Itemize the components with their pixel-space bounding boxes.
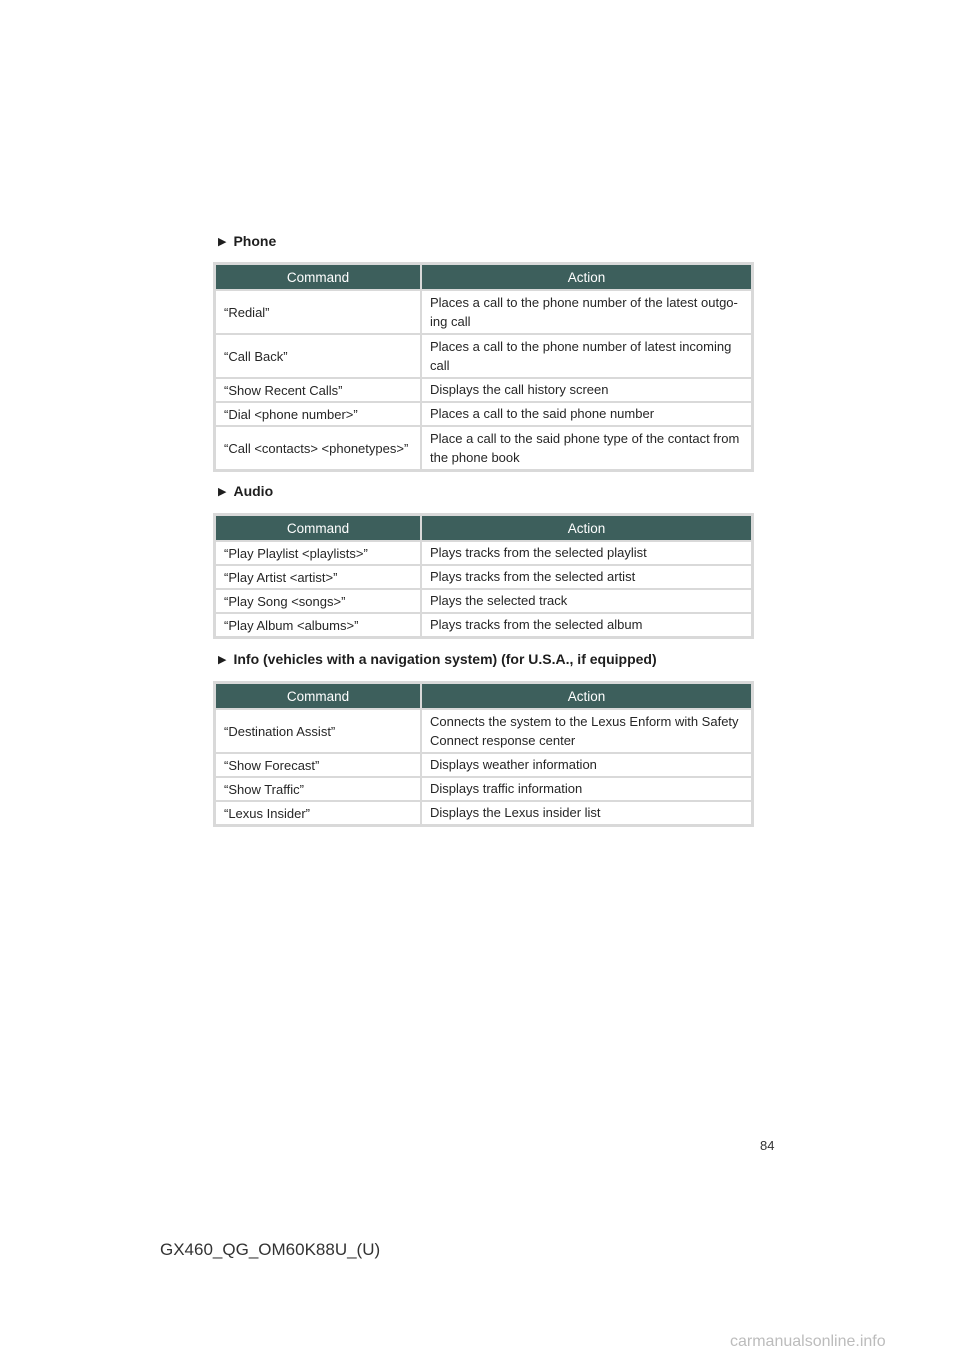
table-row bbox=[216, 614, 751, 636]
section-title-info bbox=[218, 651, 657, 667]
header-command: Command bbox=[216, 516, 420, 540]
watermark: carmanualsonline.info bbox=[730, 1333, 886, 1350]
command-cell: “Show Traffic” bbox=[216, 778, 420, 800]
header-command: Command bbox=[216, 265, 420, 289]
action-cell: Connects the system to the Lexus Enform with Safety Connect response center bbox=[422, 710, 751, 752]
action-cell: Displays the Lexus insider list bbox=[422, 802, 751, 824]
table-row bbox=[216, 778, 751, 800]
page-number: 84 bbox=[760, 1138, 775, 1153]
table-header bbox=[216, 265, 751, 289]
command-cell: “Show Recent Calls” bbox=[216, 379, 420, 401]
command-cell: “Play Song <songs>” bbox=[216, 590, 420, 612]
action-cell: Places a call to the phone number of the latest outgo-ing call bbox=[422, 291, 751, 333]
section-title-audio bbox=[218, 483, 273, 499]
command-cell: “Play Playlist <playlists>” bbox=[216, 542, 420, 564]
action-cell: Displays weather information bbox=[422, 754, 751, 776]
action-cell: Plays tracks from the selected playlist bbox=[422, 542, 751, 564]
action-cell: Place a call to the said phone type of the contact from the phone book bbox=[422, 427, 751, 469]
table-row bbox=[216, 542, 751, 564]
header-action: Action bbox=[422, 265, 751, 289]
header-command: Command bbox=[216, 684, 420, 708]
footer-code: GX460_QG_OM60K88U_(U) bbox=[160, 1240, 381, 1259]
action-cell: Plays the selected track bbox=[422, 590, 751, 612]
command-cell: “Destination Assist” bbox=[216, 710, 420, 752]
command-cell: “Play Artist <artist>” bbox=[216, 566, 420, 588]
command-cell: “Show Forecast” bbox=[216, 754, 420, 776]
table-row bbox=[216, 802, 751, 824]
phone-command-table bbox=[213, 262, 754, 472]
table-header bbox=[216, 516, 751, 540]
section-title-phone bbox=[218, 233, 276, 249]
info-command-table bbox=[213, 681, 754, 827]
action-cell: Plays tracks from the selected album bbox=[422, 614, 751, 636]
triangle-right-icon: ▶ bbox=[218, 653, 227, 666]
table-row bbox=[216, 754, 751, 776]
header-action: Action bbox=[422, 516, 751, 540]
triangle-right-icon: ▶ bbox=[218, 235, 227, 248]
action-cell: Displays the call history screen bbox=[422, 379, 751, 401]
table-row bbox=[216, 590, 751, 612]
action-cell: Displays traffic information bbox=[422, 778, 751, 800]
command-cell: “Call Back” bbox=[216, 335, 420, 377]
table-row bbox=[216, 710, 751, 752]
header-action: Action bbox=[422, 684, 751, 708]
command-cell: “Redial” bbox=[216, 291, 420, 333]
command-cell: “Play Album <albums>” bbox=[216, 614, 420, 636]
action-cell: Places a call to the phone number of latest incoming call bbox=[422, 335, 751, 377]
table-header bbox=[216, 684, 751, 708]
table-row bbox=[216, 427, 751, 469]
command-cell: “Call <contacts> <phonetypes>” bbox=[216, 427, 420, 469]
table-row bbox=[216, 379, 751, 401]
action-cell: Plays tracks from the selected artist bbox=[422, 566, 751, 588]
section-title-text: Audio bbox=[233, 483, 274, 499]
table-row bbox=[216, 335, 751, 377]
triangle-right-icon: ▶ bbox=[218, 485, 227, 498]
command-cell: “Dial <phone number>” bbox=[216, 403, 420, 425]
audio-command-table bbox=[213, 513, 754, 639]
table-row bbox=[216, 403, 751, 425]
action-cell: Places a call to the said phone number bbox=[422, 403, 751, 425]
section-title-text: Phone bbox=[233, 233, 277, 249]
table-row bbox=[216, 291, 751, 333]
command-cell: “Lexus Insider” bbox=[216, 802, 420, 824]
section-title-text: Info (vehicles with a navigation system) (for U.S.A., if equipped) bbox=[233, 651, 657, 667]
table-row bbox=[216, 566, 751, 588]
